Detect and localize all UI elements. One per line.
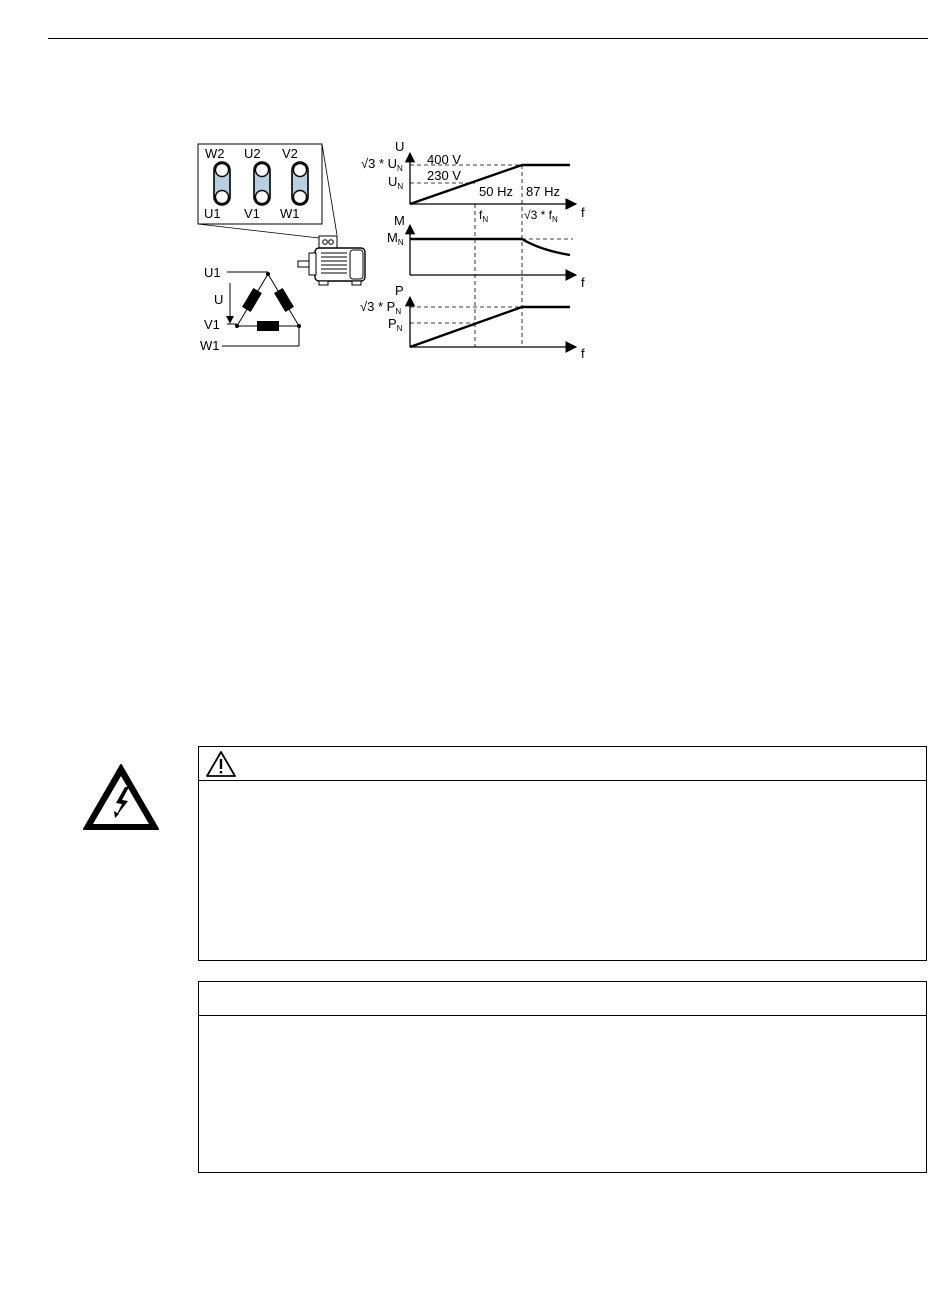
- graph-power: [360, 283, 585, 361]
- delta-connection-figure: [195, 135, 595, 375]
- tick-fn: $f_N$: [479, 208, 489, 224]
- figure-svg: [195, 135, 595, 370]
- axis-label-f-u: f: [581, 205, 585, 220]
- graph-torque: [387, 213, 585, 290]
- winding-right: [274, 288, 294, 312]
- electric-shock-warning-icon: [81, 762, 161, 837]
- line-label-w1: W1: [200, 338, 220, 353]
- terminal-label-u2: U2: [244, 146, 261, 161]
- value-230v: 230 V: [427, 168, 461, 183]
- axis-label-u: U: [395, 139, 405, 154]
- line-label-u1: U1: [204, 265, 221, 280]
- graph-voltage: [361, 139, 585, 224]
- delta-diagram: [200, 265, 301, 353]
- level-label-sqrt3-un: $√3 * U_N$: [361, 156, 403, 173]
- level-label-pn: $P_N$: [388, 316, 403, 333]
- warning-box: [198, 746, 927, 961]
- terminal-box: [198, 144, 322, 224]
- terminal-label-u1: U1: [204, 206, 221, 221]
- motor-illustration: [298, 236, 365, 285]
- freq-50hz: 50 Hz: [479, 184, 513, 199]
- notice-box-header: [199, 982, 926, 1016]
- notice-box: [198, 981, 927, 1173]
- terminal-label-v2: V2: [282, 146, 298, 161]
- axis-label-p: P: [395, 283, 404, 298]
- freq-87hz: 87 Hz: [526, 184, 560, 199]
- warning-triangle-icon: [205, 750, 237, 783]
- terminal-links: [214, 162, 308, 205]
- line-label-v1: V1: [204, 317, 220, 332]
- terminal-label-v1: V1: [244, 206, 260, 221]
- value-400v: 400 V: [427, 152, 461, 167]
- winding-bottom: [257, 321, 279, 331]
- terminal-label-w1: W1: [280, 206, 300, 221]
- axis-label-m: M: [394, 213, 405, 228]
- header-rule: [48, 38, 928, 39]
- level-label-sqrt3-pn: $√3 * P_N$: [360, 299, 402, 316]
- level-label-un: $U_N$: [388, 174, 404, 191]
- terminal-label-w2: W2: [205, 146, 225, 161]
- level-label-mn: $M_N$: [387, 230, 404, 247]
- tick-sqrt3-fn: $√3 * f_N$: [524, 208, 558, 224]
- axis-label-f-p: f: [581, 346, 585, 361]
- axis-label-f-m: f: [581, 275, 585, 290]
- winding-left: [242, 288, 262, 312]
- voltage-label-u: U: [214, 292, 224, 307]
- warning-box-header: [199, 747, 926, 781]
